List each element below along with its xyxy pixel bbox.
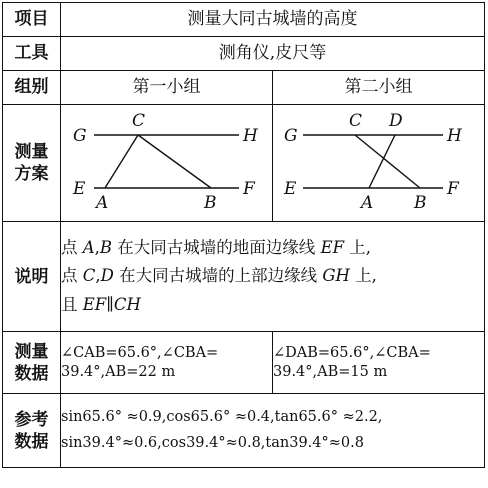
explain-line2-text2: 在大同古城墙的上部边缘线 xyxy=(113,266,323,286)
label-F: F xyxy=(243,179,255,199)
data-header-line2: 数据 xyxy=(14,363,49,384)
label-H: H xyxy=(447,126,462,146)
row-reference xyxy=(3,394,485,468)
explain-line1-text2: 在大同古城墙的地面边缘线 xyxy=(112,238,321,258)
group2-data-line1: ∠DAB=65.6°,∠CBA= xyxy=(273,344,431,361)
group1-label: 第一小组 xyxy=(61,71,273,105)
measurement-table xyxy=(2,2,485,468)
label-A: A xyxy=(361,193,374,213)
reference-header-line2: 数据 xyxy=(14,431,49,452)
group2-diagram xyxy=(273,105,485,215)
row-explain xyxy=(3,222,485,332)
label-F: F xyxy=(447,179,459,199)
group-header: 组别 xyxy=(3,71,61,105)
segment-CA xyxy=(105,135,138,188)
group2-data-line2: 39.4°,AB=15 m xyxy=(273,363,388,380)
reference-data xyxy=(61,394,485,468)
explain-line1-text3: 上, xyxy=(344,238,372,258)
segment-CB xyxy=(355,135,420,188)
line-EF-ref: EF xyxy=(320,238,345,258)
group2-label: 第二小组 xyxy=(273,71,485,105)
reference-header-line1: 参考 xyxy=(14,409,49,430)
point-B: B xyxy=(99,238,113,258)
label-A: A xyxy=(96,193,109,213)
explain-line3-text1: 且 xyxy=(61,294,83,314)
group1-data-line2: 39.4°,AB=22 m xyxy=(61,363,176,380)
reference-line2: sin39.4°≈0.6,cos39.4°≈0.8,tan39.4°≈0.8 xyxy=(61,434,364,451)
plan-header-line2: 方案 xyxy=(14,164,49,185)
label-G: G xyxy=(284,126,298,146)
project-value: 测量大同古城墙的高度 xyxy=(61,3,485,37)
explain-line1-comma: , xyxy=(94,238,100,258)
data-header-line1: 测量 xyxy=(14,341,49,362)
group1-data xyxy=(61,332,273,394)
explain-header: 说明 xyxy=(3,222,61,332)
segment-DA xyxy=(369,135,395,188)
row-data xyxy=(3,332,485,394)
explain-text xyxy=(61,222,485,332)
label-E: E xyxy=(284,179,297,199)
group2-data xyxy=(273,332,485,394)
row-plan xyxy=(3,105,485,222)
point-D: D xyxy=(100,266,114,286)
explain-line2-text1: 点 xyxy=(61,266,83,286)
explain-line3 xyxy=(61,291,484,319)
group1-diagram xyxy=(61,105,273,215)
explain-line2-text3: 上, xyxy=(349,266,377,286)
tools-value: 测角仪,皮尺等 xyxy=(61,37,485,71)
plan-header xyxy=(3,105,61,222)
label-C: C xyxy=(349,111,363,131)
line-EF-ref2: EF xyxy=(82,294,107,314)
label-B: B xyxy=(204,193,217,213)
reference-header xyxy=(3,394,61,468)
line-GH-ref: GH xyxy=(322,266,350,286)
explain-line1 xyxy=(61,234,484,262)
point-C: C xyxy=(82,266,96,286)
segment-CB xyxy=(138,135,211,188)
row-project xyxy=(3,3,485,37)
explain-line2-comma: , xyxy=(95,266,101,286)
row-tools xyxy=(3,37,485,71)
explain-line2 xyxy=(61,262,484,290)
explain-line1-text1: 点 xyxy=(61,238,83,258)
label-E: E xyxy=(73,179,86,199)
reference-line1: sin65.6° ≈0.9,cos65.6° ≈0.4,tan65.6° ≈2.2, xyxy=(61,409,383,426)
label-C: C xyxy=(132,111,146,131)
data-header xyxy=(3,332,61,394)
label-G: G xyxy=(73,126,87,146)
label-H: H xyxy=(243,126,258,146)
label-D: D xyxy=(389,111,403,131)
plan-diagram1-cell xyxy=(61,105,273,222)
project-header: 项目 xyxy=(3,3,61,37)
line-CH-ref: CH xyxy=(113,294,141,314)
parallel-symbol: ∥ xyxy=(106,294,114,314)
label-B: B xyxy=(414,193,427,213)
row-group xyxy=(3,71,485,105)
group1-data-line1: ∠CAB=65.6°,∠CBA= xyxy=(61,344,219,361)
plan-header-line1: 测量 xyxy=(14,141,49,162)
point-A: A xyxy=(82,238,95,258)
plan-diagram2-cell xyxy=(273,105,485,222)
tools-header: 工具 xyxy=(3,37,61,71)
